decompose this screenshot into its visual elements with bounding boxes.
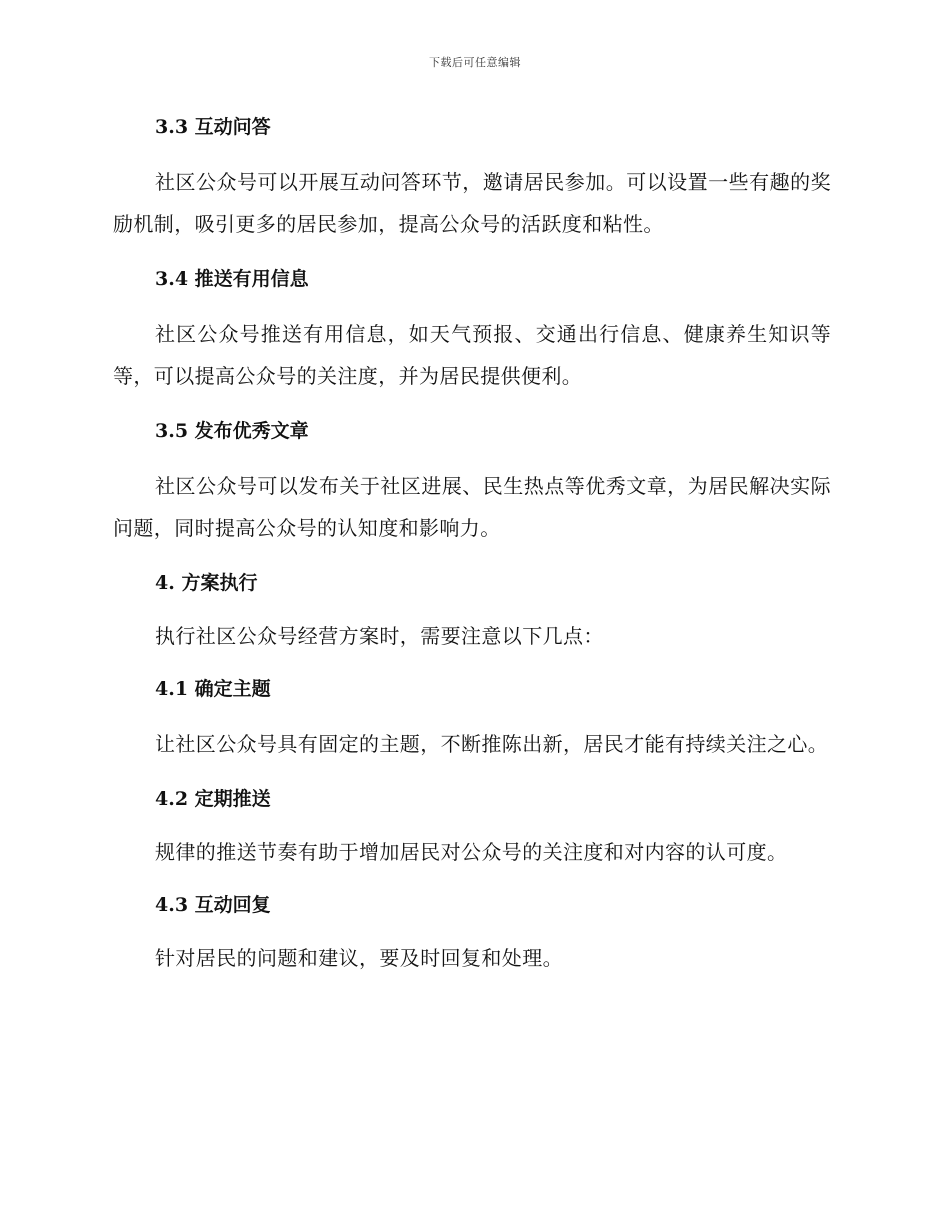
section-paragraph: 社区公众号可以发布关于社区进展、民生热点等优秀文章，为居民解决实际问题，同时提高公众号的认知度和影响力。 (113, 474, 831, 540)
section-paragraph: 针对居民的问题和建议，要及时回复和处理。 (155, 946, 563, 970)
page-header: 下载后可任意编辑 (429, 56, 521, 69)
section-paragraph: 规律的推送节奏有助于增加居民对公众号的关注度和对内容的认可度。 (155, 840, 788, 864)
document-body (113, 108, 831, 992)
section-heading: 3.5 发布优秀文章 (155, 420, 309, 442)
section-heading: 4.2 定期推送 (155, 788, 271, 810)
section-heading: 3.4 推送有用信息 (155, 268, 309, 290)
section-heading: 4.3 互动回复 (155, 894, 271, 916)
section-heading: 4.1 确定主题 (155, 678, 271, 700)
section-paragraph: 执行社区公众号经营方案时，需要注意以下几点： (155, 624, 604, 648)
section-paragraph: 让社区公众号具有固定的主题，不断推陈出新，居民才能有持续关注之心。 (155, 732, 829, 756)
section-heading: 4. 方案执行 (155, 572, 258, 594)
section-paragraph: 社区公众号可以开展互动问答环节，邀请居民参加。可以设置一些有趣的奖励机制，吸引更多的居民参加，提高公众号的活跃度和粘性。 (113, 170, 831, 236)
section-paragraph: 社区公众号推送有用信息，如天气预报、交通出行信息、健康养生知识等等，可以提高公众号的关注度，并为居民提供便利。 (113, 322, 831, 388)
section-heading: 3.3 互动问答 (155, 116, 271, 138)
